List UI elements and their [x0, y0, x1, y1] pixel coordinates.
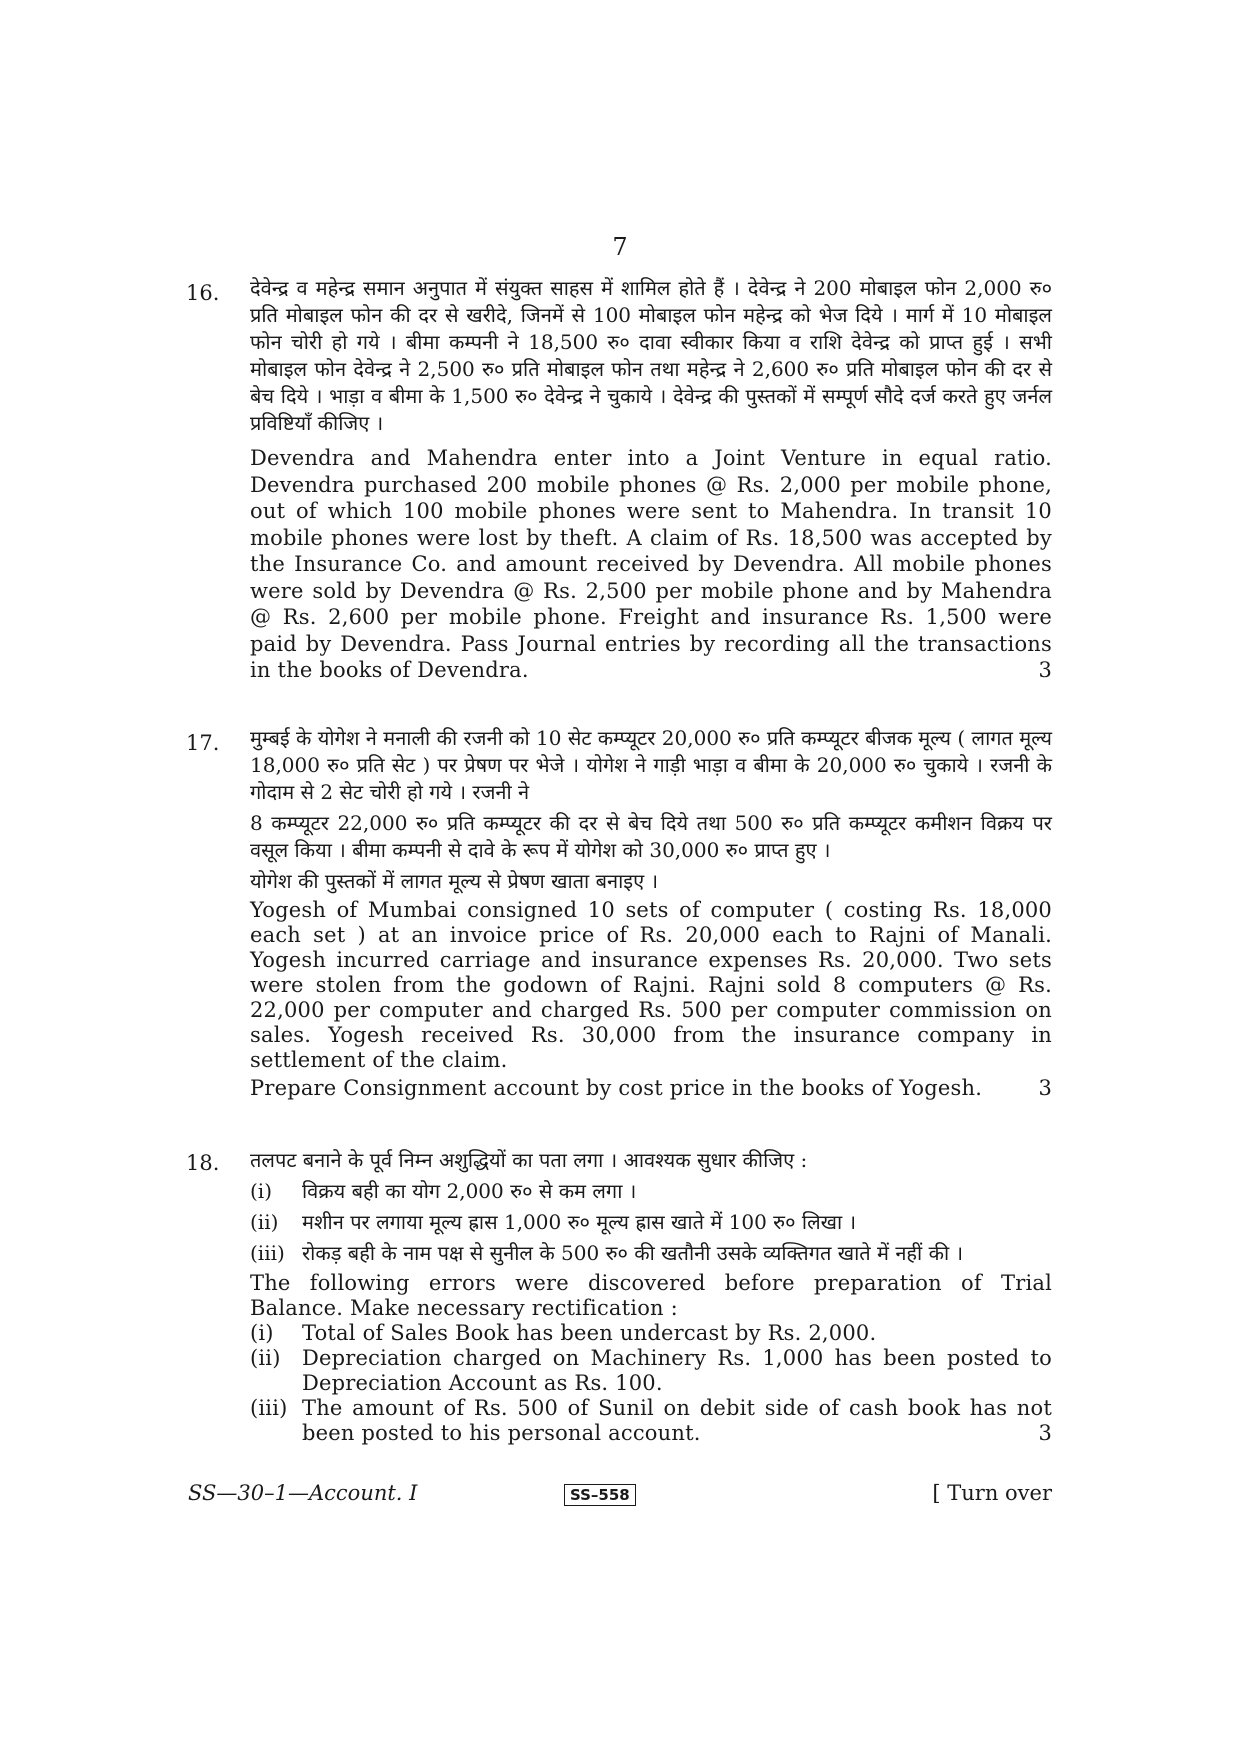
question-body [250, 725, 1052, 1101]
item-label: (i) [250, 1179, 273, 1203]
list-item [250, 1240, 1052, 1267]
item-label: (i) [250, 1321, 274, 1345]
question-number: 17. [186, 731, 220, 755]
item-text: मशीन पर लगाया मूल्य ह्रास 1,000 रु० मूल्य ह्रास खाते में 100 रु० लिखा । [302, 1210, 857, 1234]
list-item [250, 1209, 1052, 1236]
question-body [250, 1147, 1052, 1446]
question-text-hindi: 8 कम्प्यूटर 22,000 रु० प्रति कम्प्यूटर की दर से बेच दिये तथा 500 रु० प्रति कम्प्यूटर कमीशन विक्रय पर वसूल किया । बीमा कम्पनी से दावे के रूप में योगेश को 30,000 रु० प्राप्त हुए । [250, 811, 1052, 862]
paper-code: SS—30–1—Account. I [188, 1481, 418, 1505]
marks: 3 [1038, 1421, 1052, 1445]
list-item [250, 1178, 1052, 1205]
question-number: 18. [186, 1151, 220, 1175]
marks: 3 [1038, 1076, 1052, 1100]
question-text-english [250, 445, 1052, 684]
item-text: रोकड़ बही के नाम पक्ष से सुनील के 500 रु० की खतौनी उसके व्यक्तिगत खाते में नहीं की । [302, 1241, 964, 1265]
list-item [250, 1396, 1052, 1446]
item-label: (iii) [250, 1396, 288, 1420]
question-text-english: Yogesh of Mumbai consigned 10 sets of computer ( costing Rs. 18,000 each set ) at an invoice price of Rs. 20,000 each to Rajni of Manali. Yogesh incurred carriage and insurance expenses Rs. 20,000. Two sets were stolen from the godown of Rajni. Rajni sold 8 computers @ Rs. 22,000 per computer and charged Rs. 500 per computer commission on sales. Yogesh received Rs. 30,000 from the insurance company in settlement of the claim. [250, 898, 1052, 1072]
list-item [250, 1346, 1052, 1396]
paper-id-box: SS–558 [564, 1484, 636, 1506]
item-text: विक्रय बही का योग 2,000 रु० से कम लगा । [302, 1179, 637, 1203]
item-text [302, 1396, 1052, 1446]
item-label: (iii) [250, 1241, 285, 1265]
question-body [250, 275, 1052, 684]
english-text: Devendra and Mahendra enter into a Joint Venture in equal ratio. Devendra purchased 200 mobile phones @ Rs. 2,000 per mobile phone, out of which 100 mobile phones were sent to Mahendra. In transit 10 mobile phones were lost by theft. A claim of Rs. 18,500 was accepted by the Insurance Co. and amount received by Devendra. All mobile phones were sold by Devendra @ Rs. 2,500 per mobile phone and by Mahendra @ Rs. 2,600 per mobile phone. Freight and insurance Rs. 1,500 were paid by Devendra. Pass Journal entries by recording all the transactions in the books of Devendra. [250, 446, 1052, 682]
item-label: (ii) [250, 1210, 279, 1234]
question-number: 16. [186, 281, 220, 305]
page-number: 7 [612, 233, 628, 261]
item-text: Depreciation charged on Machinery Rs. 1,000 has been posted to Depreciation Account as Rs. 100. [302, 1346, 1052, 1395]
question-text-english: The following errors were discovered before preparation of Trial Balance. Make necessary rectification : [250, 1271, 1052, 1320]
english-text: Prepare Consignment account by cost price in the books of Yogesh. [250, 1076, 983, 1100]
question-text-hindi: योगेश की पुस्तकों में लागत मूल्य से प्रेषण खाता बनाइए । [250, 869, 659, 893]
list-item [250, 1321, 1052, 1346]
item-text: Total of Sales Book has been undercast by Rs. 2,000. [302, 1321, 877, 1345]
english-text: The amount of Rs. 500 of Sunil on debit side of cash book has not been posted to his personal account. [302, 1396, 1052, 1445]
question-text-hindi: तलपट बनाने के पूर्व निम्न अशुद्धियों का पता लगा । आवश्यक सुधार कीजिए : [250, 1148, 808, 1172]
question-text-hindi: देवेन्द्र व महेन्द्र समान अनुपात में संयुक्त साहस में शामिल होते हैं । देवेन्द्र ने 200 मोबाइल फोन 2,000 रु० प्रति मोबाइल फोन की दर से खरीदे, जिनमें से 100 मोबाइल फोन महेन्द्र को भेज दिये । मार्ग में 10 मोबाइल फोन चोरी हो गये । बीमा कम्पनी ने 18,500 रु० दावा स्वीकार किया व राशि देवेन्द्र को प्राप्त हुई । सभी मोबाइल फोन देवेन्द्र ने 2,500 रु० प्रति मोबाइल फोन तथा महेन्द्र ने 2,600 रु० प्रति मोबाइल फोन की दर से बेच दिये । भाड़ा व बीमा के 1,500 रु० देवेन्द्र ने चुकाये । देवेन्द्र की पुस्तकों में सम्पूर्ण सौदे दर्ज करते हुए जर्नल प्रविष्टियाँ कीजिए । [250, 276, 1052, 435]
marks: 3 [1038, 658, 1052, 682]
question-text-hindi: मुम्बई के योगेश ने मनाली की रजनी को 10 सेट कम्प्यूटर 20,000 रु० प्रति कम्प्यूटर बीजक मूल्य ( लागत मूल्य 18,000 रु० प्रति सेट ) पर प्रेषण पर भेजे । योगेश ने गाड़ी भाड़ा व बीमा के 20,000 रु० चुकाये । रजनी के गोदाम से 2 सेट चोरी हो गये । रजनी ने [250, 726, 1052, 804]
question-instruction [250, 1076, 1052, 1101]
item-label: (ii) [250, 1346, 281, 1370]
turn-over-note: [ Turn over [932, 1481, 1052, 1505]
